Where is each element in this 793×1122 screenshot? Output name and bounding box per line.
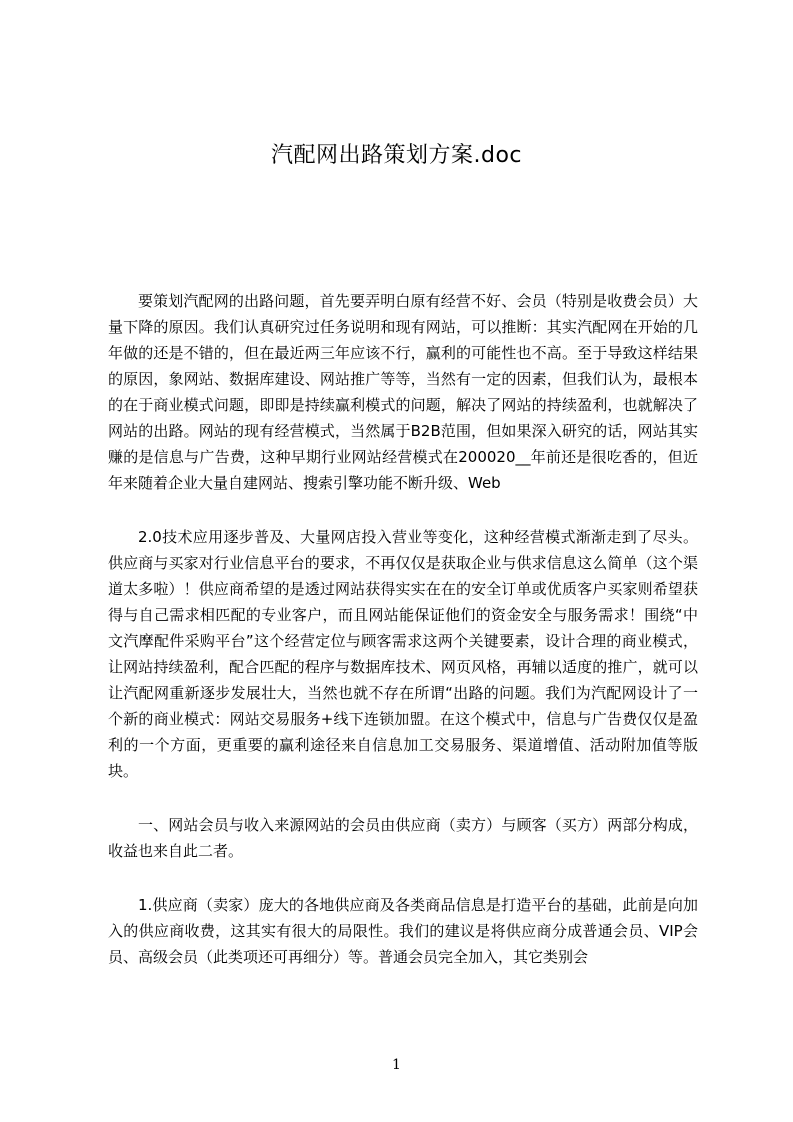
- paragraph-suppliers: 1.供应商（卖家）庞大的各地供应商及各类商品信息是打造平台的基础，此前是向加入的供应商收费，这其实有很大的局限性。我们的建议是将供应商分成普通会员、VIP会员、高级会员（此类项还可再细分）等。普通会员完全加入，其它类别会: [108, 896, 698, 966]
- document-title: 汽配网出路策划方案.doc: [270, 143, 522, 168]
- document-body: [108, 288, 698, 998]
- paragraph-intro: 要策划汽配网的出路问题，首先要弄明白原有经营不好、会员（特别是收费会员）大量下降的原因。我们认真研究过任务说明和现有网站，可以推断：其实汽配网在开始的几年做的还是不错的，但在最近两三年应该不行，赢利的可能性也不高。至于导致这样结果的原因，象网站、数据库建设、网站推广等等，当然有一定的因素，但我们认为，最根本的在于商业模式问题，即即是持续赢利模式的问题，解决了网站的持续盈利，也就解决了网站的出路。网站的现有经营模式，当然属于B2B范围，但如果深入研究的话，网站其实赚的是信息与广告费，这种早期行业网站经营模式在200020__年前还是很吃香的，但近年来随着企业大量自建网站、搜索引擎功能不断升级、Web: [108, 292, 698, 492]
- paragraph-web2: 2.0技术应用逐步普及、大量网店投入营业等变化，这种经营模式渐渐走到了尽头。供应商与买家对行业信息平台的要求，不再仅仅是获取企业与供求信息这么简单（这个渠道太多啦）！供应商希望的是透过网站获得实实在在的安全订单或优质客户买家则希望获得与自己需求相匹配的专业客户，而且网站能保证他们的资金安全与服务需求！围绕“中文汽摩配件采购平台”这个经营定位与顾客需求这两个关键要素，设计合理的商业模式，让网站持续盈利，配合匹配的程序与数据库技术、网页风格，再辅以适度的推广，就可以让汽配网重新逐步发展壮大，当然也就不存在所谓“出路的问题。我们为汽配网设计了一个新的商业模式：网站交易服务+线下连锁加盟。在这个模式中，信息与广告费仅仅是盈利的一个方面，更重要的赢利途径来自信息加工交易服务、渠道增值、活动附加值等版块。: [108, 528, 698, 780]
- page-number: 1: [392, 1057, 401, 1073]
- paragraph-members: 一、网站会员与收入来源网站的会员由供应商（卖方）与顾客（买方）两部分构成，收益也来自此二者。: [108, 816, 698, 860]
